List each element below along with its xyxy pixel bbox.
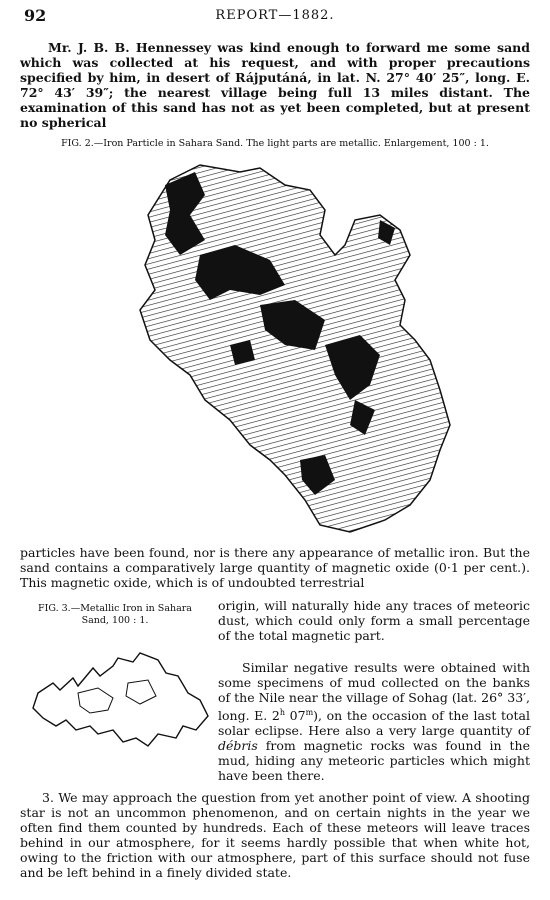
figure-2-drawing [110, 160, 460, 535]
side-b-text-3: ), on the occasion of the last total solar eclipse. Here also a very large quantity of [218, 708, 531, 739]
continuation-paragraph: particles have been found, nor is there any appearance of metallic iron. But the sand contains a comparatively large quantity of magnetic oxide (0·1 per cent.). This magnetic oxide, which is of undoubted terrestrial [20, 545, 530, 590]
side-b-text-2: 07 [285, 708, 306, 724]
figure-2-iron-particle-illustration [110, 160, 460, 535]
side-column-paragraph-b [218, 660, 530, 783]
section-3-paragraph: 3. We may approach the question from yet another point of view. A shooting star is not an uncommon phenomenon, and on certain nights in the year we often find them counted by hundreds. Each of these meteors will leave traces behind in our atmosphere, for it seems hardly possible that when white hot, owing to the friction with our atmosphere, part of this surface should not fuse and be left behind in a finely divided state. [20, 790, 530, 880]
side-column-paragraph-a: origin, will naturally hide any traces of meteoric dust, which could only form a small percentage of the total magnetic part. [218, 598, 530, 643]
side-b-text-1: Similar negative results were obtained with some specimens of mud collected on the banks of the Nile near the village of Sohag (lat. 26° 33′, long. E. 2 [218, 660, 530, 724]
intro-paragraph: Mr. J. B. B. Hennessey was kind enough to forward me some sand which was collected at his request, and with proper precautions specified by him, in desert of Rájputáná, in lat. N. 27° 40′ 25″, long. E. 72° 43′ 39″; the nearest village being full 13 miles distant. The examination of this sand has not as yet been completed, but at present no spherical [20, 40, 530, 130]
running-head: REPORT—1882. [215, 8, 335, 23]
figure-3-metallic-iron-illustration [18, 638, 218, 750]
side-b-sup-h: h [279, 708, 286, 717]
page-header [24, 6, 526, 28]
side-b-text-4: from magnetic rocks was found in the mud, hiding any meteoric particles which might have been there. [218, 738, 530, 784]
figure-3-caption [20, 603, 210, 627]
figure-2-caption: FIG. 2.—Iron Particle in Sahara Sand. The light parts are metallic. Enlargement, 100 : 1. [61, 138, 489, 149]
figure-3-caption-line-2: Sand, 100 : 1. [81, 615, 149, 626]
figure-3-drawing [18, 638, 218, 750]
side-b-sup-m: m [305, 708, 314, 717]
page-number: 92 [24, 6, 47, 25]
figure-3-caption-line-1: FIG. 3.—Metallic Iron in Sahara [38, 603, 192, 614]
side-b-italic-debris: débris [218, 738, 258, 754]
